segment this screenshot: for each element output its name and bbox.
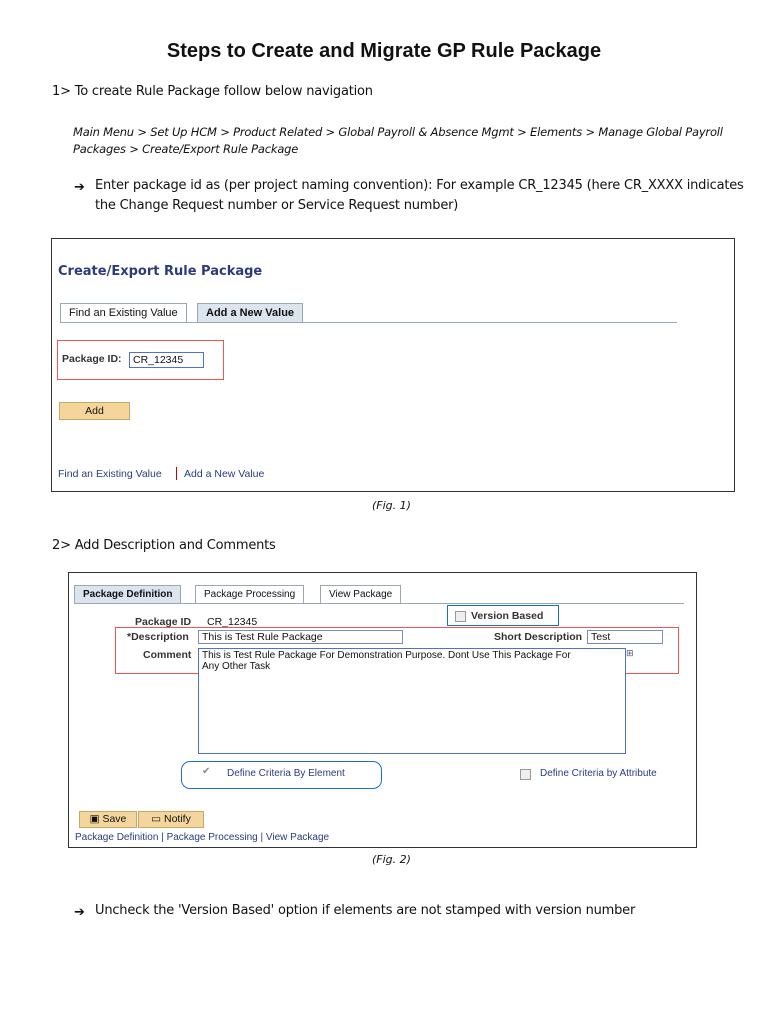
tab-package-processing[interactable] — [195, 585, 304, 604]
description-label: *Description — [127, 631, 189, 643]
arrow-bullet-icon: ➔ — [74, 180, 85, 195]
step-1-heading: 1> To create Rule Package follow below navigation — [52, 84, 373, 99]
tab-find-label: Find an Existing Value — [69, 307, 178, 319]
bullet-2: Uncheck the 'Version Based' option if elements are not stamped with version number — [95, 903, 636, 918]
short-description-label: Short Description — [494, 631, 583, 643]
description-input[interactable]: This is Test Rule Package — [198, 630, 403, 644]
navigation-path-line-1: Main Menu > Set Up HCM > Product Related > Global Payroll & Absence Mgmt > Elements > Manage Global Payroll — [73, 125, 723, 139]
comment-line-2: Any Other Task — [202, 661, 271, 672]
link-find-existing-value[interactable]: Find an Existing Value — [58, 468, 162, 480]
add-button[interactable]: Add — [59, 402, 130, 420]
link-add-new-value[interactable]: Add a New Value — [184, 468, 265, 480]
bullet-1-line-1: Enter package id as (per project naming convention): For example CR_12345 (here CR_XXXX indicates — [95, 178, 744, 193]
criteria-element-checkbox[interactable]: ✔ — [202, 766, 211, 777]
notify-label: Notify — [164, 813, 191, 825]
tab-view-package[interactable] — [320, 585, 401, 604]
short-description-input[interactable]: Test — [587, 630, 663, 644]
footer-sep-2: | — [260, 832, 264, 843]
save-button[interactable] — [79, 811, 137, 828]
save-icon: ▣ — [89, 813, 100, 825]
save-label: Save — [102, 813, 127, 825]
package-id-label: Package ID: — [62, 353, 122, 365]
arrow-bullet-icon-2: ➔ — [74, 905, 85, 920]
criteria-attribute-checkbox[interactable] — [520, 769, 531, 780]
tab-divider — [60, 322, 677, 323]
step-2-heading: 2> Add Description and Comments — [52, 538, 276, 553]
link-separator — [176, 467, 177, 480]
tab-divider-2 — [74, 603, 684, 604]
comment-line-1: This is Test Rule Package For Demonstration Purpose. Dont Use This Package For — [202, 650, 571, 661]
package-id-value: CR_12345 — [207, 616, 258, 628]
footer-sep-1: | — [161, 832, 164, 843]
tab-package-definition[interactable] — [74, 585, 181, 604]
tab-view-label: View Package — [329, 589, 393, 600]
version-based-label: Version Based — [471, 610, 544, 622]
notify-icon: ▭ — [151, 813, 162, 825]
criteria-element-label: Define Criteria By Element — [227, 768, 345, 779]
screenshot-package-definition — [68, 572, 697, 848]
page-heading: Create/Export Rule Package — [58, 264, 263, 279]
tab-find-existing-value[interactable] — [60, 303, 187, 322]
version-based-checkbox[interactable] — [455, 611, 466, 622]
bullet-1-line-2: the Change Request number or Service Request number) — [95, 198, 459, 213]
footer-link-view[interactable]: View Package — [265, 832, 330, 843]
tab-add-label: Add a New Value — [206, 307, 295, 319]
document-title: Steps to Create and Migrate GP Rule Package — [166, 40, 602, 62]
tab-proc-label: Package Processing — [204, 589, 296, 600]
comment-textarea[interactable] — [198, 648, 626, 754]
criteria-attribute-label: Define Criteria by Attribute — [540, 768, 657, 779]
navigation-path-line-2: Packages > Create/Export Rule Package — [73, 142, 299, 156]
tab-def-label: Package Definition — [83, 589, 173, 600]
package-id-input[interactable]: CR_12345 — [129, 352, 204, 368]
footer-links — [75, 832, 329, 843]
tab-add-new-value[interactable] — [197, 303, 303, 322]
footer-link-definition[interactable]: Package Definition — [75, 832, 159, 843]
comment-label: Comment — [143, 649, 192, 661]
notify-button[interactable] — [138, 811, 204, 828]
package-id-label-2: Package ID — [135, 616, 192, 628]
figure-1-caption: (Fig. 1) — [372, 499, 411, 512]
footer-link-processing[interactable]: Package Processing — [166, 832, 258, 843]
expand-icon[interactable]: ⊞ — [626, 649, 634, 659]
figure-2-caption: (Fig. 2) — [372, 853, 411, 866]
screenshot-create-export — [51, 238, 735, 492]
